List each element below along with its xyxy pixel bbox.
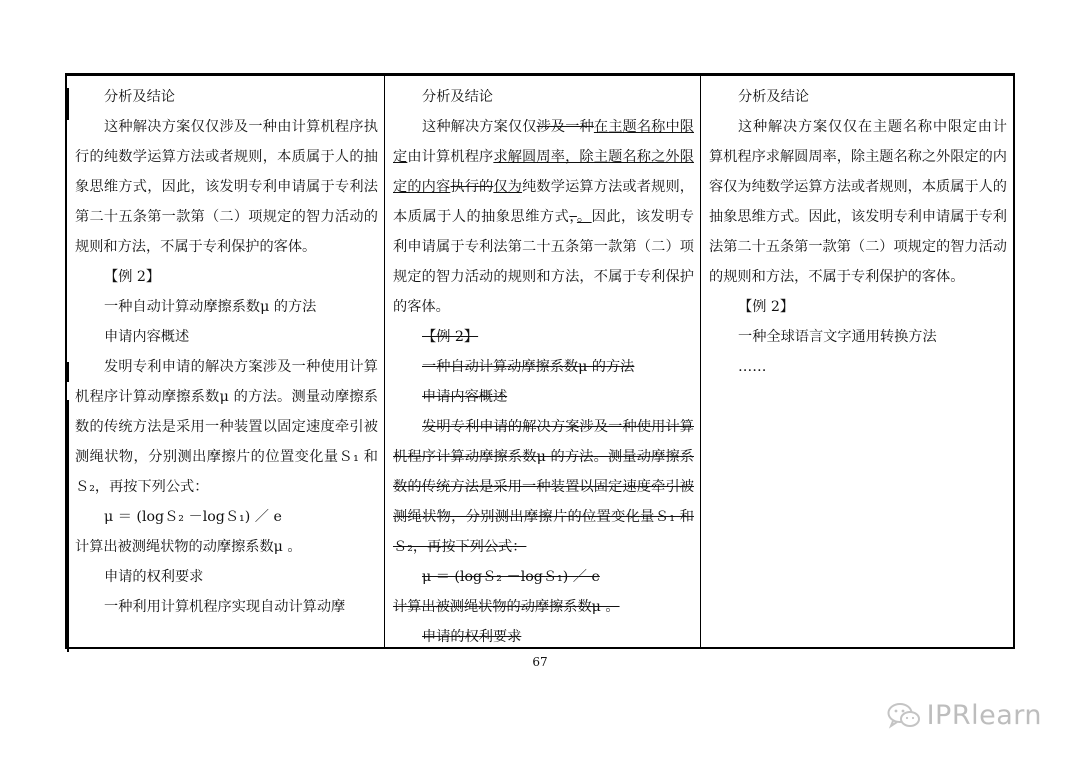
- example-label: 【例 2】: [738, 299, 795, 315]
- summary-text: 发明专利申请的解决方案涉及一种使用计算机程序计算动摩擦系数μ 的方法。测量动摩擦系数的传统方法是采用一种装置以固定速度牵引被测绳状物，分别测出摩擦片的位置变化量Ｓ₁ 和Ｓ₂，再按下列公式：: [75, 359, 378, 495]
- text-inserted: 求解圆周率，除主题名称之外限定的内容: [393, 149, 694, 195]
- column-revision: [385, 76, 701, 647]
- section-heading: 分析及结论: [422, 89, 493, 105]
- text-unchanged: 纯数学运算方法或者规则，本质属于人的抽象思维方式: [393, 179, 694, 225]
- formula: μ ＝ (logＳ₂ －logＳ₁) ／ e: [104, 509, 282, 525]
- ellipsis: ……: [738, 359, 767, 375]
- text-unchanged: 这种解决方案仅仅: [422, 119, 537, 135]
- section-heading: 分析及结论: [104, 89, 175, 105]
- claims-heading: 申请的权利要求: [104, 569, 204, 585]
- formula-deleted: μ ＝ (logＳ₂ －logＳ₁) ／ e: [422, 569, 600, 585]
- example-title: 一种全球语言文字通用转换方法: [738, 329, 937, 345]
- formula-after-deleted: 计算出被测绳状物的动摩擦系数μ 。: [393, 599, 620, 615]
- text-deleted: 涉及一种: [536, 119, 594, 135]
- revision-bar: [67, 400, 69, 652]
- comparison-table: [65, 73, 1015, 649]
- summary-heading: 申请内容概述: [104, 329, 190, 345]
- analysis-paragraph: 这种解决方案仅仅在主题名称中限定由计算机程序求解圆周率，除主题名称之外限定的内容仅为纯数学运算方法或者规则，本质属于人的抽象思维方式。因此，该发明专利申请属于专利法第二十五条第一款第（二）项规定的智力活动的规则和方法，不属于专利保护的客体。: [709, 119, 1007, 285]
- section-heading: 分析及结论: [738, 89, 809, 105]
- formula-after: 计算出被测绳状物的动摩擦系数μ 。: [75, 539, 302, 555]
- revision-bar: [67, 362, 69, 382]
- revision-bar: [67, 88, 69, 120]
- text-deleted: 执行的: [450, 179, 494, 195]
- column-final: [701, 76, 1013, 647]
- example-label-deleted: 【例 2】: [422, 329, 479, 345]
- summary-heading-deleted: 申请内容概述: [422, 389, 508, 405]
- page-number: 67: [532, 655, 548, 669]
- text-unchanged: 因此，该发明专利申请属于专利法第二十五条第一款第（二）项规定的智力活动的规则和方法，不属于专利保护的客体。: [393, 209, 694, 315]
- example-title-deleted: 一种自动计算动摩擦系数μ 的方法: [422, 359, 635, 375]
- analysis-paragraph: 这种解决方案仅仅涉及一种由计算机程序执行的纯数学运算方法或者规则，本质属于人的抽象思维方式，因此，该发明专利申请属于专利法第二十五条第一款第（二）项规定的智力活动的规则和方法，不属于专利保护的客体。: [75, 119, 378, 255]
- summary-text-deleted: 发明专利申请的解决方案涉及一种使用计算机程序计算动摩擦系数μ 的方法。测量动摩擦系数的传统方法是采用一种装置以固定速度牵引被测绳状物，分别测出摩擦片的位置变化量Ｓ₁ 和Ｓ₂，再按下列公式：: [393, 419, 694, 555]
- example-title: 一种自动计算动摩擦系数μ 的方法: [104, 299, 317, 315]
- claims-text: 一种利用计算机程序实现自动计算动摩: [104, 599, 346, 615]
- text-inserted: 在主题名称中限定: [393, 119, 694, 165]
- watermark-text: IPRlearn: [926, 700, 1042, 731]
- analysis-paragraph-revised: [393, 112, 694, 322]
- text-inserted: 仅为: [493, 179, 523, 195]
- watermark: [887, 700, 1042, 731]
- example-label: 【例 2】: [104, 269, 161, 285]
- text-unchanged: 由计算机程序: [407, 149, 494, 165]
- wechat-icon: [887, 702, 921, 730]
- claims-heading-deleted: 申请的权利要求: [422, 629, 522, 645]
- text-deleted: ，: [569, 209, 577, 225]
- column-original: [67, 76, 385, 647]
- text-inserted: 。: [576, 209, 592, 225]
